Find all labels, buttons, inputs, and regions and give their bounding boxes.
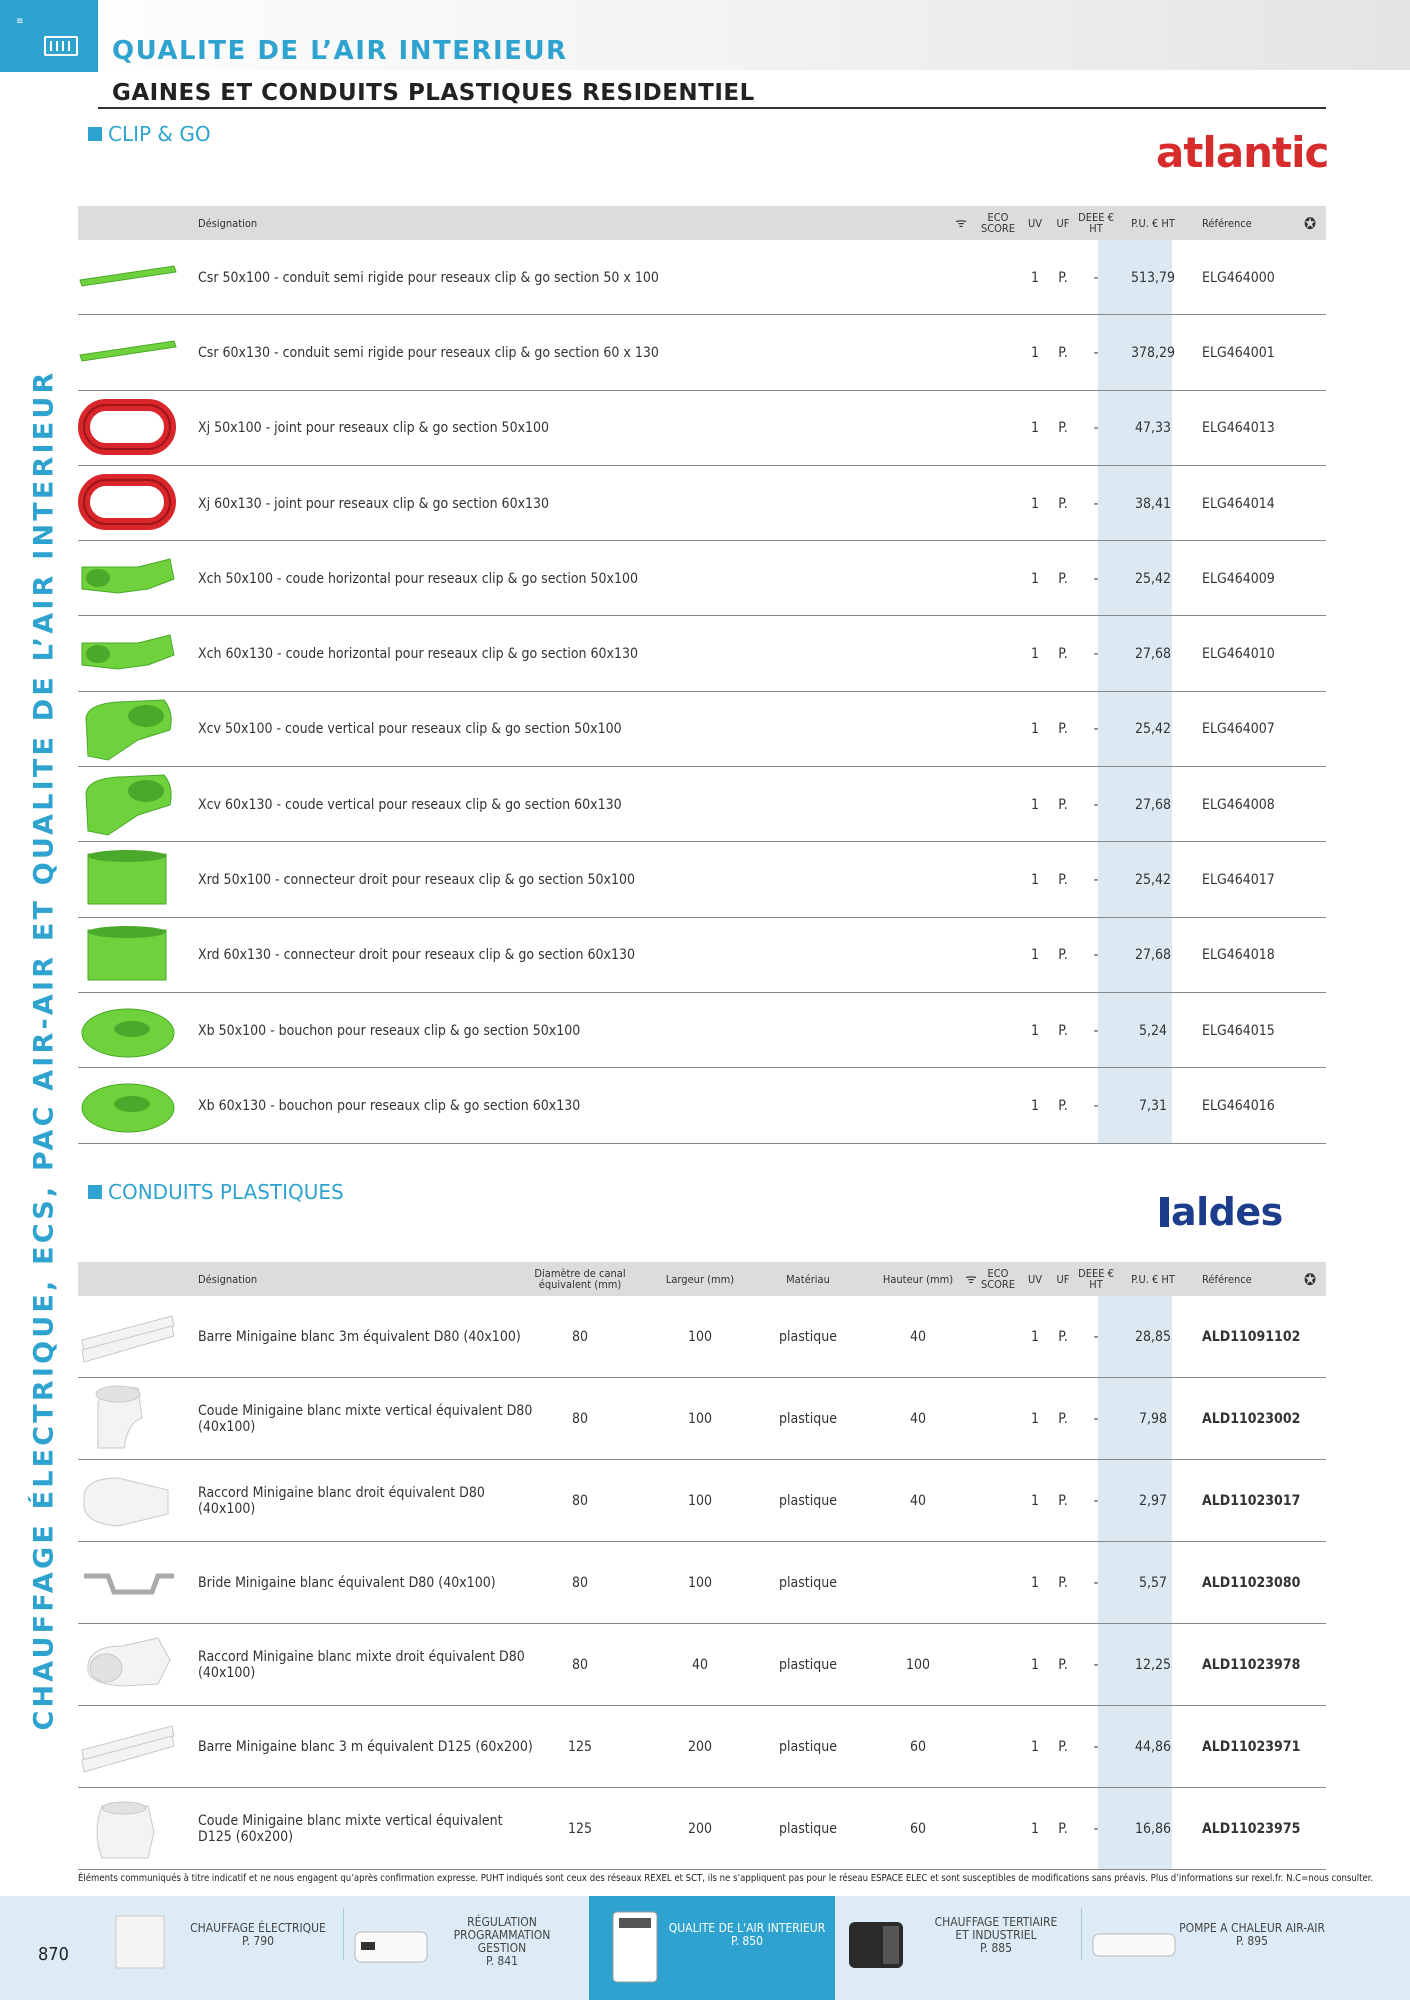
product-image [78,1546,178,1620]
cell-ref: ELG464007 [1202,721,1275,738]
page-subtitle: GAINES ET CONDUITS PLASTIQUES RESIDENTIEL [112,80,755,106]
cell-uf: P. [1058,1493,1068,1509]
product-image [78,1792,178,1866]
cell-designation: Xb 50x100 - bouchon pour reseaux clip & go section 50x100 [198,1022,581,1039]
cell-ref: ELG464008 [1202,796,1275,813]
cell-uv: 1 [1030,269,1039,286]
product-image [78,846,178,913]
header-eco: ECO SCORE [980,211,1016,235]
table-row [78,1378,1326,1460]
cell-uf: P. [1058,344,1068,361]
cell-materiau: plastique [779,1493,837,1509]
cell-ref: ELG464018 [1202,947,1275,964]
brand-logo-atlantic: atlantic [1156,128,1329,177]
cell-uf: P. [1058,420,1068,437]
cell-ref: ALD11023978 [1202,1657,1301,1673]
cell-uf: P. [1058,947,1068,964]
cell-deee: - [1093,1575,1099,1591]
cell-designation: Coude Minigaine blanc mixte vertical équivalent D125 (60x200) [198,1813,503,1845]
cell-uf: P. [1058,269,1068,286]
cell-uv: 1 [1030,947,1039,964]
brand-logo-aldes [1160,1190,1283,1234]
cell-deee: - [1093,495,1099,512]
cell-designation: Xj 60x130 - joint pour reseaux clip & go section 60x130 [198,495,550,512]
nav-label-line1: CHAUFFAGE ÉLECTRIQUE [190,1921,326,1935]
recycle-icon: ✪ [1303,213,1317,233]
nav-thumbnail [1089,1926,1179,1970]
cell-uf: P. [1058,495,1068,512]
cell-materiau: plastique [779,1657,837,1673]
header-diam: Diamètre de canal équivalent (mm) [534,1267,626,1291]
cell-largeur: 100 [687,1575,713,1591]
cell-largeur: 40 [691,1657,709,1673]
cell-ref: ELG464016 [1202,1097,1275,1114]
cell-largeur: 200 [687,1739,713,1755]
nav-item-4[interactable] [835,1896,1081,2000]
cell-uf: P. [1058,796,1068,813]
header-deee: DEEE € HT [1078,1267,1114,1291]
nav-label [188,1922,328,1948]
cell-deee: - [1093,646,1099,663]
cell-ref: ALD11023002 [1202,1411,1301,1427]
nav-label [1179,1922,1325,1948]
cell-designation: Barre Minigaine blanc 3m équivalent D80 (40x100) [198,1329,521,1345]
cell-deee: - [1093,721,1099,738]
cell-uf: P. [1058,872,1068,889]
cell-uf: P. [1058,721,1068,738]
cell-materiau: plastique [779,1739,837,1755]
cell-uf: P. [1058,1575,1068,1591]
cell-uv: 1 [1030,1657,1039,1673]
cell-pu: 378,29 [1130,344,1176,361]
header-ref: Référence [1202,216,1252,230]
cell-uv: 1 [1030,1411,1039,1427]
product-image [78,922,178,989]
header-deee: DEEE € HT [1078,211,1114,235]
cell-uf: P. [1058,1657,1068,1673]
cell-hauteur [868,1542,968,1624]
section-title-text: CLIP & GO [108,122,211,146]
cell-deee: - [1093,269,1099,286]
nav-item-3[interactable] [589,1896,835,2000]
product-image [78,1300,178,1374]
cell-materiau: plastique [779,1575,837,1591]
nav-thumbnail [112,1912,168,1976]
product-image [78,696,178,763]
nav-label-line2: ET INDUSTRIEL [955,1928,1037,1942]
cell-ref: ELG464015 [1202,1022,1275,1039]
cell-ref: ELG464009 [1202,570,1275,587]
cell-pu: 7,98 [1138,1411,1168,1427]
product-image [78,319,178,386]
cell-deee: - [1093,1493,1099,1509]
cell-materiau: plastique [779,1329,837,1345]
product-image [78,1072,178,1139]
nav-thumbnail [605,1908,665,1992]
table-row [78,993,1326,1068]
cell-deee: - [1093,1657,1099,1673]
table-row [78,391,1326,466]
cell-uf: P. [1058,1739,1068,1755]
cell-uv: 1 [1030,420,1039,437]
section-title-clip-go [88,122,211,146]
cell-designation: Bride Minigaine blanc équivalent D80 (40x100) [198,1575,496,1591]
cell-diam: 80 [571,1575,589,1591]
nav-page: P. 885 [979,1941,1013,1955]
header-pu: P.U. € HT [1131,1272,1175,1286]
aldes-logo-mark [1160,1197,1169,1227]
cell-uv: 1 [1030,1097,1039,1114]
cell-pu: 12,25 [1134,1657,1172,1673]
nav-label-line1: POMPE A CHALEUR AIR-AIR [1179,1921,1325,1935]
cell-designation: Raccord Minigaine blanc mixte droit équivalent D80 (40x100) [198,1649,525,1681]
cell-pu: 2,97 [1138,1493,1168,1509]
cell-deee: - [1093,947,1099,964]
header-eco: ECO SCORE [980,1267,1016,1291]
table-row [78,315,1326,390]
cell-uf: P. [1058,1097,1068,1114]
radiator-icon [44,36,78,56]
cell-hauteur: 60 [909,1739,927,1755]
cell-designation: Xcv 60x130 - coude vertical pour reseaux clip & go section 60x130 [198,796,622,813]
cell-ref: ELG464000 [1202,269,1275,286]
footnote: Éléments communiqués à titre indicatif et ne nous engagent qu’après confirmation expresse. PUHT indiqués sont ceux des réseaux REXEL et SCT, ils ne s’appliquent pas pour le réseau ESPACE ELEC et sont susceptibles de modifications sans préavis. Plus d’informations sur rexel.fr. N.C=nous consulter. [78,1873,1374,1884]
product-image [78,395,178,462]
nav-page: P. 895 [1235,1934,1269,1948]
cell-uv: 1 [1030,1329,1039,1345]
cell-deee: - [1093,1329,1099,1345]
side-label: CHAUFFAGE ÉLECTRIQUE, ECS, PAC AIR-AIR ET QUALITE DE L’AIR INTERIEUR [28,369,60,1731]
cell-pu: 27,68 [1134,646,1172,663]
table-header [78,206,1326,240]
cell-diam: 125 [567,1821,593,1837]
nav-thumbnail [843,1912,909,1982]
cell-diam: 80 [571,1657,589,1673]
cell-uf: P. [1058,1022,1068,1039]
cell-largeur: 100 [687,1329,713,1345]
cell-pu: 47,33 [1134,420,1172,437]
product-image [78,1710,178,1784]
recycle-icon: ✪ [1303,1269,1317,1289]
cell-materiau: plastique [779,1821,837,1837]
product-image [78,545,178,612]
cell-ref: ALD11023971 [1202,1739,1301,1755]
header-largeur: Largeur (mm) [665,1272,735,1286]
header-hauteur: Hauteur (mm) [882,1272,954,1286]
table-row [78,1706,1326,1788]
cell-pu: 38,41 [1134,495,1172,512]
cell-pu: 25,42 [1134,570,1172,587]
cell-pu: 7,31 [1138,1097,1168,1114]
cell-ref: ALD11023080 [1202,1575,1301,1591]
table-row [78,767,1326,842]
product-image [78,470,178,537]
cell-pu: 27,68 [1134,796,1172,813]
section-title-text: CONDUITS PLASTIQUES [108,1180,344,1204]
cell-uv: 1 [1030,1739,1039,1755]
product-image [78,1464,178,1538]
table-row [78,1296,1326,1378]
title-divider [98,107,1326,109]
nav-separator [343,1908,344,1960]
nav-separator [1081,1908,1082,1960]
table-row [78,918,1326,993]
header-uf: UF [1056,216,1070,230]
cell-designation: Xrd 50x100 - connecteur droit pour reseaux clip & go section 50x100 [198,872,635,889]
cell-ref: ALD11091102 [1202,1329,1301,1345]
header-pu: P.U. € HT [1131,216,1175,230]
nav-label [665,1922,829,1948]
cell-designation: Coude Minigaine blanc mixte vertical équivalent D80 (40x100) [198,1403,533,1435]
table-row [78,842,1326,917]
cell-deee: - [1093,420,1099,437]
product-image [78,1628,178,1702]
cell-uv: 1 [1030,495,1039,512]
cell-uv: 1 [1030,796,1039,813]
header-uv: UV [1027,216,1042,230]
cell-materiau: plastique [779,1411,837,1427]
cell-designation: Raccord Minigaine blanc droit équivalent D80 (40x100) [198,1485,485,1517]
wifi-icon: ᯤ [955,215,967,231]
cell-uv: 1 [1030,646,1039,663]
menu-icon: ≡ [16,16,24,27]
header-materiau: Matériau [786,1272,830,1286]
cell-uv: 1 [1030,721,1039,738]
table-row [78,1460,1326,1542]
cell-ref: ELG464010 [1202,646,1275,663]
table-row [78,466,1326,541]
nav-page: P. 790 [241,1934,275,1948]
nav-item-5[interactable] [1081,1896,1331,2000]
cell-uv: 1 [1030,872,1039,889]
cell-uv: 1 [1030,1493,1039,1509]
header-uf: UF [1056,1272,1070,1286]
header-ref: Référence [1202,1272,1252,1286]
cell-ref: ELG464014 [1202,495,1275,512]
cell-diam: 80 [571,1493,589,1509]
cell-pu: 27,68 [1134,947,1172,964]
cell-pu: 5,24 [1138,1022,1168,1039]
page-title: QUALITE DE L’AIR INTERIEUR [112,36,568,66]
cell-largeur: 200 [687,1821,713,1837]
cell-deee: - [1093,344,1099,361]
nav-label-line2: GESTION [477,1941,527,1955]
cell-pu: 25,42 [1134,872,1172,889]
nav-label [917,1916,1075,1955]
cell-hauteur: 40 [909,1329,927,1345]
cell-pu: 16,86 [1134,1821,1172,1837]
cell-deee: - [1093,1821,1099,1837]
cell-pu: 44,86 [1134,1739,1172,1755]
cell-ref: ELG464017 [1202,872,1275,889]
nav-label [423,1916,581,1968]
cell-designation: Csr 60x130 - conduit semi rigide pour reseaux clip & go section 60 x 130 [198,344,659,361]
cell-uf: P. [1058,1821,1068,1837]
cell-ref: ALD11023975 [1202,1821,1301,1837]
cell-hauteur: 40 [909,1493,927,1509]
cell-uv: 1 [1030,1575,1039,1591]
nav-page: P. 841 [485,1954,519,1968]
cell-pu: 513,79 [1130,269,1176,286]
cell-designation: Barre Minigaine blanc 3 m équivalent D125 (60x200) [198,1739,533,1755]
cell-designation: Xcv 50x100 - coude vertical pour reseaux clip & go section 50x100 [198,721,622,738]
cell-ref: ELG464013 [1202,420,1275,437]
table-row [78,541,1326,616]
section-title-conduits [88,1180,344,1204]
header-designation: Désignation [198,216,258,230]
cell-deee: - [1093,1097,1099,1114]
cell-largeur: 100 [687,1411,713,1427]
table-row [78,1624,1326,1706]
cell-uv: 1 [1030,344,1039,361]
table-row [78,1788,1326,1870]
cell-deee: - [1093,1411,1099,1427]
table-header [78,1262,1326,1296]
cell-pu: 25,42 [1134,721,1172,738]
cell-designation: Xch 60x130 - coude horizontal pour reseaux clip & go section 60x130 [198,646,639,663]
cell-ref: ELG464001 [1202,344,1275,361]
table-row [78,240,1326,315]
cell-deee: - [1093,872,1099,889]
cell-deee: - [1093,570,1099,587]
cell-hauteur: 60 [909,1821,927,1837]
cell-uf: P. [1058,570,1068,587]
cell-designation: Xrd 60x130 - connecteur droit pour reseaux clip & go section 60x130 [198,947,635,964]
cell-ref: ALD11023017 [1202,1493,1301,1509]
product-image [78,1382,178,1456]
product-image [78,244,178,311]
cell-hauteur: 100 [905,1657,931,1673]
cell-uf: P. [1058,646,1068,663]
table-row [78,1542,1326,1624]
nav-label-line1: RÉGULATION PROGRAMMATION [453,1915,551,1942]
aldes-logo-text: aldes [1171,1190,1283,1234]
cell-pu: 28,85 [1134,1329,1172,1345]
table-row [78,692,1326,767]
cell-uv: 1 [1030,1022,1039,1039]
nav-item-2[interactable] [343,1896,589,2000]
cell-largeur: 100 [687,1493,713,1509]
cell-deee: - [1093,1022,1099,1039]
cell-uv: 1 [1030,1821,1039,1837]
section-marker [88,1185,102,1199]
cell-designation: Xch 50x100 - coude horizontal pour reseaux clip & go section 50x100 [198,570,639,587]
cell-designation: Xj 50x100 - joint pour reseaux clip & go section 50x100 [198,420,550,437]
table-row [78,617,1326,692]
section-marker [88,127,102,141]
cell-uf: P. [1058,1329,1068,1345]
cell-diam: 80 [571,1411,589,1427]
cell-designation: Csr 50x100 - conduit semi rigide pour reseaux clip & go section 50 x 100 [198,269,659,286]
cell-hauteur: 40 [909,1411,927,1427]
cell-pu: 5,57 [1138,1575,1168,1591]
cell-diam: 80 [571,1329,589,1345]
cell-deee: - [1093,796,1099,813]
cell-diam: 125 [567,1739,593,1755]
header-uv: UV [1027,1272,1042,1286]
nav-label-line1: CHAUFFAGE TERTIAIRE [934,1915,1058,1929]
product-image [78,771,178,838]
wifi-icon: ᯤ [965,1271,977,1287]
cell-designation: Xb 60x130 - bouchon pour reseaux clip & go section 60x130 [198,1097,581,1114]
header-designation: Désignation [198,1272,258,1286]
nav-page: P. 850 [730,1934,764,1948]
nav-label-line1: QUALITE DE L'AIR INTERIEUR [668,1921,826,1935]
product-image [78,621,178,688]
page-number: 870 [38,1944,69,1965]
cell-uf: P. [1058,1411,1068,1427]
product-image [78,997,178,1064]
cell-uv: 1 [1030,570,1039,587]
cell-deee: - [1093,1739,1099,1755]
nav-item-1[interactable] [98,1896,343,2000]
nav-thumbnail [351,1922,431,1976]
category-badge [0,0,98,72]
table-row [78,1068,1326,1143]
